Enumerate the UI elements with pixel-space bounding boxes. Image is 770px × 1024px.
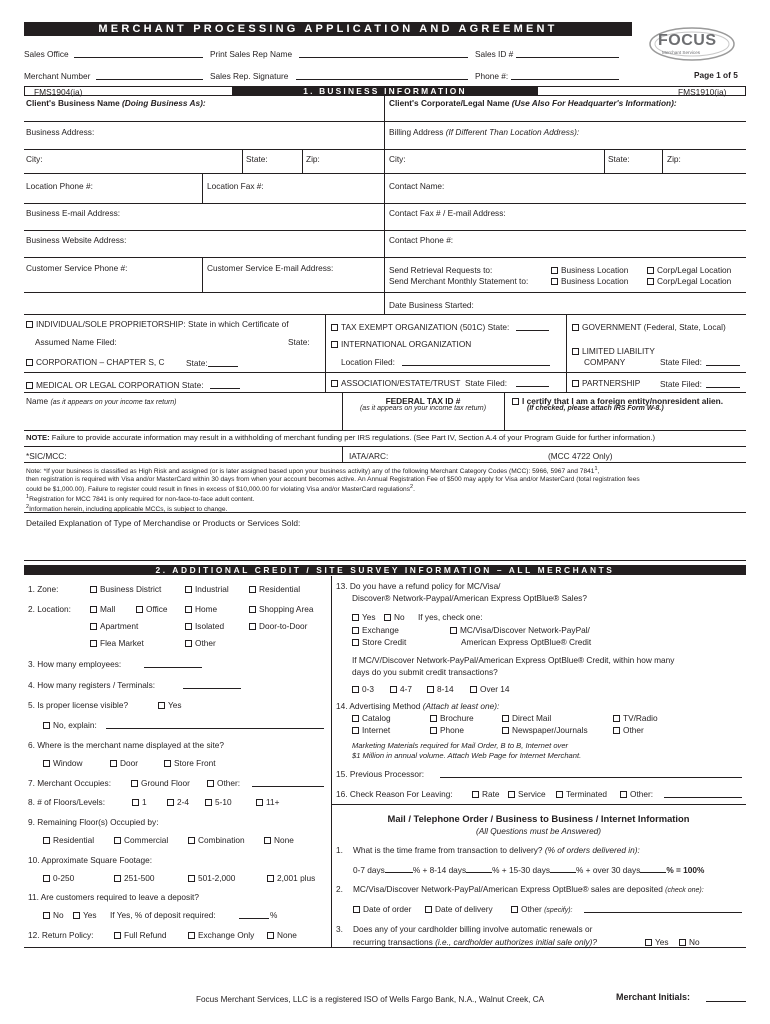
credit-days-question-line2: days do you submit credit transactions? [352, 667, 498, 677]
days-8-14-field[interactable] [466, 865, 492, 873]
days-8-14-checkbox[interactable]: 8-14 [427, 684, 454, 694]
sales-office-row [24, 49, 69, 59]
ad-other-checkbox[interactable]: Other [613, 725, 644, 735]
occupies-ground-floor-checkbox[interactable]: Ground Floor [131, 778, 190, 788]
q1-zone-label: 1. Zone: [28, 584, 59, 594]
q4-registers-label: 4. How many registers / Terminals: [28, 680, 156, 690]
location-isolated-checkbox[interactable]: Isolated [185, 621, 224, 631]
q15-previous-processor-label: 15. Previous Processor: [336, 769, 425, 779]
phone-label: Phone #: [475, 71, 509, 81]
ad-internet-checkbox[interactable]: Internet [352, 725, 390, 735]
association-state-field[interactable] [516, 386, 549, 387]
display-door-checkbox[interactable]: Door [110, 758, 138, 768]
detailed-explanation-label[interactable]: Detailed Explanation of Type of Merchandise or Products or Services Sold: [26, 518, 301, 528]
deposit-percent-field[interactable] [239, 918, 269, 919]
corporate-name-label: Client's Corporate/Legal Name (Use Also For Headquarter's Information): [389, 98, 677, 108]
llc-state-field[interactable] [706, 365, 740, 366]
reason-other-checkbox[interactable]: Other: [620, 789, 653, 799]
government-checkbox[interactable]: GOVERNMENT (Federal, State, Local) [572, 322, 726, 332]
location-mall-checkbox[interactable]: Mall [90, 604, 115, 614]
amex-credit-label: American Express OptBlue® Credit [461, 637, 592, 647]
sales-office-label: Sales Office [24, 49, 69, 59]
llc-checkbox[interactable]: LIMITED LIABILITY [572, 346, 655, 356]
sales-rep-signature-field[interactable] [296, 79, 468, 80]
international-checkbox[interactable]: INTERNATIONAL ORGANIZATION [331, 339, 471, 349]
monthly-business-location-checkbox[interactable]: Business Location [551, 276, 628, 286]
employees-field[interactable] [144, 667, 202, 668]
phone-field[interactable] [511, 79, 619, 80]
federal-tax-id-note: (as it appears on your income tax return) [359, 405, 487, 412]
merchant-initials-field[interactable] [706, 1001, 746, 1002]
zip-label[interactable]: Zip: [306, 154, 320, 164]
floors-2-4-checkbox[interactable]: 2-4 [167, 797, 189, 807]
section1-title: 1. BUSINESS INFORMATION [232, 86, 538, 96]
reason-rate-checkbox[interactable]: Rate [472, 789, 500, 799]
corporation-state-label: State: [186, 358, 208, 368]
q2-location-label: 2. Location: [28, 604, 71, 614]
remaining-commercial-checkbox[interactable]: Commercial [114, 835, 168, 845]
logo-subtext: Merchant Services [662, 50, 701, 55]
moto-q2-label: 2. [336, 884, 343, 894]
q12-return-policy-label: 12. Return Policy: [28, 930, 94, 940]
refund-exchange-checkbox[interactable]: Exchange [352, 625, 399, 635]
section2-title: 2. ADDITIONAL CREDIT / SITE SURVEY INFORMATION – ALL MERCHANTS [24, 565, 746, 575]
refund-yes-checkbox[interactable]: Yes [352, 612, 376, 622]
city-label[interactable]: City: [26, 154, 43, 164]
customer-service-phone-label[interactable]: Customer Service Phone #: [26, 263, 128, 273]
display-window-checkbox[interactable]: Window [43, 758, 83, 768]
moto-q3-text-line2: recurring transactions (i.e., cardholder authorizes initial sale only)? [353, 937, 597, 947]
refund-card-credit-checkbox[interactable]: MC/Visa/Discover Network-PayPal/ [450, 625, 590, 635]
q9-remaining-floors-label: 9. Remaining Floor(s) Occupied by: [28, 817, 159, 827]
legal-name-label[interactable]: Name (as it appears on your income tax return) [26, 396, 177, 406]
iata-arc-label[interactable]: IATA/ARC: [349, 451, 389, 461]
ad-catalog-checkbox[interactable]: Catalog [352, 713, 391, 723]
q13-refund-policy-line2: Discover® Network-Paypal/American Express OptBlue® Sales? [352, 593, 587, 603]
mcc-4722-label: (MCC 4722 Only) [548, 451, 613, 461]
business-website-label[interactable]: Business Website Address: [26, 235, 127, 245]
deposit-other-checkbox[interactable]: Other (specify): [511, 904, 572, 914]
days-over-14-checkbox[interactable]: Over 14 [470, 684, 510, 694]
location-other-checkbox[interactable]: Other [185, 638, 216, 648]
q6-name-displayed-label: 6. Where is the merchant name displayed at the site? [28, 740, 225, 750]
sales-id-field[interactable] [516, 57, 619, 58]
moto-q1-text: What is the time frame from transaction to delivery? (% of orders delivered in): [353, 845, 640, 855]
if-yes-check-one-label: If yes, check one: [418, 612, 483, 622]
assumed-name-filed-label: Assumed Name Filed: [35, 337, 117, 347]
partnership-state-field[interactable] [706, 387, 740, 388]
llc-state-filed-label: State Filed: [660, 357, 702, 367]
license-no-checkbox[interactable]: No, explain: [43, 720, 97, 730]
deposit-percent-sign: % [270, 910, 278, 920]
billing-zip-label[interactable]: Zip: [667, 154, 681, 164]
reason-terminated-checkbox[interactable]: Terminated [556, 789, 607, 799]
deposit-percent-label: If Yes, % of deposit required: [110, 910, 216, 920]
medical-state-field[interactable] [210, 388, 240, 389]
refund-no-checkbox[interactable]: No [384, 612, 405, 622]
sales-id-label: Sales ID # [475, 49, 514, 59]
billing-address-label[interactable]: Billing Address (If Different Than Location Address): [389, 127, 580, 137]
remaining-residential-checkbox[interactable]: Residential [43, 835, 94, 845]
return-exchange-only-checkbox[interactable]: Exchange Only [188, 930, 254, 940]
recurring-yes-checkbox[interactable]: Yes [645, 937, 669, 947]
q8-floors-label: 8. # of Floors/Levels: [28, 797, 106, 807]
print-sales-rep-label: Print Sales Rep Name [210, 49, 293, 59]
contact-name-label[interactable]: Contact Name: [389, 181, 445, 191]
deposit-date-of-delivery-checkbox[interactable]: Date of delivery [425, 904, 493, 914]
logo-text: FOCUS [658, 32, 717, 49]
section1-center-divider [384, 96, 385, 314]
location-apartment-checkbox[interactable]: Apartment [90, 621, 138, 631]
days-0-7-field[interactable] [385, 865, 413, 873]
location-filed-field[interactable] [402, 365, 550, 366]
foreign-entity-note: (If checked, please attach IRS Form W-8.) [527, 405, 664, 412]
marketing-materials-note: Marketing Materials required for Mail Order, B to B, Internet over [352, 741, 569, 750]
floors-5-10-checkbox[interactable]: 5-10 [205, 797, 232, 807]
monthly-corp-location-checkbox[interactable]: Corp/Legal Location [647, 276, 731, 286]
occupies-other-checkbox[interactable]: Other: [207, 778, 240, 788]
license-explain-field[interactable] [106, 728, 324, 729]
reason-service-checkbox[interactable]: Service [508, 789, 546, 799]
location-shopping-area-checkbox[interactable]: Shopping Area [249, 604, 313, 614]
reason-other-field[interactable] [664, 797, 742, 798]
q3-employees-label: 3. How many employees: [28, 659, 122, 669]
billing-city-label[interactable]: City: [389, 154, 406, 164]
date-business-started-label[interactable]: Date Business Started: [389, 300, 474, 310]
merchant-initials-label: Merchant Initials: [616, 992, 691, 1002]
business-address-label[interactable]: Business Address: [26, 127, 95, 137]
corporation-checkbox[interactable]: CORPORATION – CHAPTER S, C [26, 357, 164, 367]
contact-fax-email-label[interactable]: Contact Fax # / E-mail Address: [389, 208, 506, 218]
individual-checkbox[interactable]: INDIVIDUAL/SOLE PROPRIETORSHIP: State in which Certificate of [26, 319, 289, 329]
irs-note: NOTE: Failure to provide accurate information may result in a withholding of merchant funding per IRS regulations. (See Part IV, Section A.4 of your Program Guide for further information.) [26, 433, 656, 442]
marketing-materials-note-line2: $1 Million in annual volume. Attach Web Page for Internet Merchant. [352, 751, 582, 760]
days-over-30-field[interactable] [640, 865, 666, 873]
print-sales-rep-field[interactable] [299, 57, 468, 58]
floors-11-plus-checkbox[interactable]: 11+ [256, 797, 279, 807]
q11-deposit-label: 11. Are customers required to leave a deposit? [28, 892, 199, 902]
license-yes-checkbox[interactable]: Yes [158, 700, 182, 710]
ad-newspaper-checkbox[interactable]: Newspaper/Journals [502, 725, 588, 735]
q5-license-label: 5. Is proper license visible? [28, 700, 129, 710]
footer-iso-text: Focus Merchant Services, LLC is a registered ISO of Wells Fargo Bank, N.A., Walnut Creek, CA [196, 995, 545, 1004]
sic-mcc-label[interactable]: *SIC/MCC: [26, 451, 67, 461]
q13-refund-policy-label: 13. Do you have a refund policy for MC/Visa/ [336, 581, 501, 591]
q16-reason-leaving-label: 16. Check Reason For Leaving: [336, 789, 453, 799]
tax-exempt-state-field[interactable] [516, 330, 549, 331]
delivery-timeframe-row: 0-7 days % + 8-14 days % + 15-30 days % + over 30 days % = 100% [353, 865, 705, 875]
days-4-7-checkbox[interactable]: 4-7 [390, 684, 412, 694]
page-number: Page 1 of 5 [694, 70, 738, 80]
remaining-none-checkbox[interactable]: None [264, 835, 294, 845]
location-door-to-door-checkbox[interactable]: Door-to-Door [249, 621, 307, 631]
deposit-no-checkbox[interactable]: No [43, 910, 64, 920]
return-full-refund-checkbox[interactable]: Full Refund [114, 930, 166, 940]
remaining-combination-checkbox[interactable]: Combination [188, 835, 245, 845]
deposit-date-of-order-checkbox[interactable]: Date of order [353, 904, 411, 914]
ad-direct-mail-checkbox[interactable]: Direct Mail [502, 713, 551, 723]
customer-service-email-label[interactable]: Customer Service E-mail Address: [207, 263, 334, 273]
send-retrieval-label: Send Retrieval Requests to: [389, 265, 493, 275]
days-0-3-checkbox[interactable]: 0-3 [352, 684, 374, 694]
business-email-label[interactable]: Business E-mail Address: [26, 208, 121, 218]
corporation-state-field[interactable] [208, 366, 238, 367]
location-filed-label: Location Filed: [341, 357, 395, 367]
section1-right-code: FMS1910(ia) [678, 87, 727, 97]
days-15-30-field[interactable] [550, 865, 576, 873]
sqft-251-500-checkbox[interactable]: 251-500 [114, 873, 154, 883]
refund-store-credit-checkbox[interactable]: Store Credit [352, 637, 406, 647]
location-office-checkbox[interactable]: Office [136, 604, 168, 614]
moto-title: Mail / Telephone Order / Business to Business / Internet Information [387, 813, 690, 824]
q10-square-footage-label: 10. Approximate Square Footage: [28, 855, 153, 865]
sqft-501-2000-checkbox[interactable]: 501-2,000 [188, 873, 235, 883]
moto-q3-text: Does any of your cardholder billing involve automatic renewals or [353, 924, 593, 934]
zone-residential-checkbox[interactable]: Residential [249, 584, 300, 594]
high-risk-note: Note: *If your business is classified as High Risk and assigned (or is later assigned based upon your business activity) any of the following Merchant Category Codes (MCC): 5966, 5967 and 7841$^1$, then registration is required with Visa and/or MasterCard within 30 days from when your account becomes active. An Annual Registration Fee of $500 may apply for Visa and/or MasterCard (total registration fees could be $1,000.00). Failure to register could result in fines in excess of $10,000.00 for violating Visa and/or MasterCard regulations$^2$. $^1$Registration for MCC 7841 is only required for non-face-to-face adult content. $^2$Information herein, including applicable MCCs, is subject to change. [26, 466, 640, 513]
occupies-other-field[interactable] [252, 786, 324, 787]
moto-q3-label: 3. [336, 924, 343, 934]
clients-business-name-label: Client's Business Name (Doing Business As): [26, 98, 206, 108]
location-phone-label[interactable]: Location Phone #: [26, 181, 93, 191]
medical-legal-checkbox[interactable]: MEDICAL OR LEGAL CORPORATION State: [26, 380, 204, 390]
location-flea-market-checkbox[interactable]: Flea Market [90, 638, 144, 648]
recurring-no-checkbox[interactable]: No [679, 937, 700, 947]
deposit-yes-checkbox[interactable]: Yes [73, 910, 97, 920]
assumed-state-label: State: [288, 337, 310, 347]
q14-advertising-label: 14. Advertising Method (Attach at least one): [336, 701, 500, 711]
partnership-state-filed-label: State Filed: [660, 379, 702, 389]
sales-rep-signature-label: Sales Rep. Signature [210, 71, 289, 81]
retrieval-business-location-checkbox[interactable]: Business Location [551, 265, 628, 275]
send-monthly-label: Send Merchant Monthly Statement to: [389, 276, 529, 286]
retrieval-corp-location-checkbox[interactable]: Corp/Legal Location [647, 265, 731, 275]
zone-industrial-checkbox[interactable]: Industrial [185, 584, 229, 594]
merchant-number-label: Merchant Number [24, 71, 91, 81]
federal-tax-id-label[interactable]: FEDERAL TAX ID # [385, 396, 461, 406]
moto-subtitle: (All Questions must be Answered) [475, 826, 602, 836]
zone-business-district-checkbox[interactable]: Business District [90, 584, 161, 594]
q7-occupies-label: 7. Merchant Occupies: [28, 778, 112, 788]
registers-field[interactable] [183, 688, 241, 689]
ad-phone-checkbox[interactable]: Phone [430, 725, 464, 735]
billing-state-label[interactable]: State: [608, 154, 630, 164]
sales-office-field[interactable] [74, 57, 203, 58]
foreign-entity-checkbox[interactable]: I certify that I am a foreign entity/nonresident alien. [512, 396, 723, 406]
moto-q1-label: 1. [336, 845, 343, 855]
credit-days-question: If MC/V/Discover Network-PayPal/American Express OptBlue® Credit, within how many [352, 655, 675, 665]
floors-1-checkbox[interactable]: 1 [132, 797, 147, 807]
sqft-0-250-checkbox[interactable]: 0-250 [43, 873, 74, 883]
return-none-checkbox[interactable]: None [267, 930, 297, 940]
llc-label-line2: COMPANY [584, 357, 626, 367]
section1-left-code: FMS1904(ia) [34, 87, 83, 97]
previous-processor-field[interactable] [440, 777, 742, 778]
focus-logo [648, 26, 736, 62]
location-home-checkbox[interactable]: Home [185, 604, 217, 614]
state-label[interactable]: State: [246, 154, 268, 164]
ad-tv-radio-checkbox[interactable]: TV/Radio [613, 713, 658, 723]
association-checkbox[interactable]: ASSOCIATION/ESTATE/TRUST State Filed: [331, 378, 507, 388]
contact-phone-label[interactable]: Contact Phone #: [389, 235, 454, 245]
ad-brochure-checkbox[interactable]: Brochure [430, 713, 474, 723]
deposit-other-field[interactable] [584, 912, 742, 913]
sqft-2001-plus-checkbox[interactable]: 2,001 plus [267, 873, 315, 883]
tax-exempt-checkbox[interactable]: TAX EXEMPT ORGANIZATION (501C) State: [331, 322, 509, 332]
partnership-checkbox[interactable]: PARTNERSHIP [572, 378, 640, 388]
display-store-front-checkbox[interactable]: Store Front [164, 758, 216, 768]
location-fax-label[interactable]: Location Fax #: [207, 181, 264, 191]
merchant-number-field[interactable] [96, 79, 203, 80]
moto-q2-text: MC/Visa/Discover Network-PayPal/American Express OptBlue® sales are deposited (check one): [353, 884, 704, 894]
form-title-band: MERCHANT PROCESSING APPLICATION AND AGREEMENT [24, 22, 632, 36]
